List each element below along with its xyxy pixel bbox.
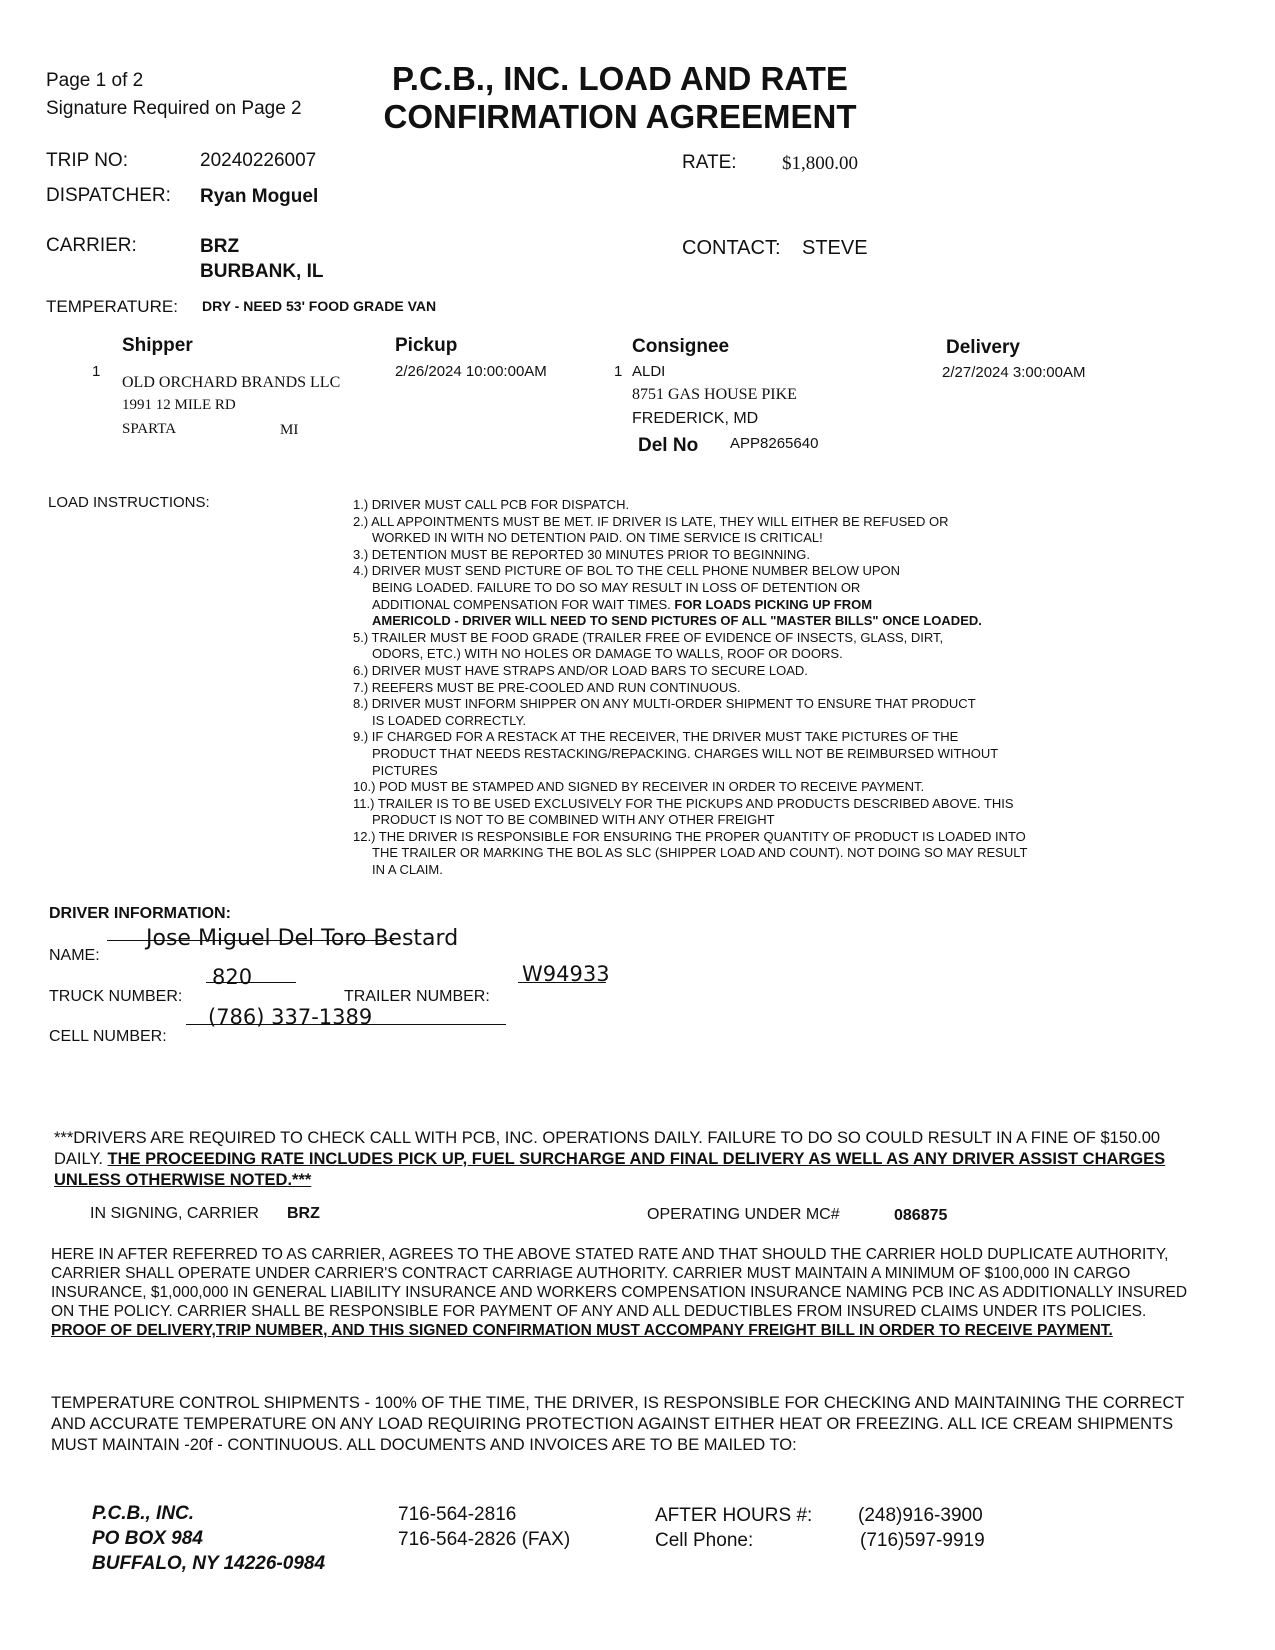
driver-info-label: DRIVER INFORMATION: bbox=[49, 905, 231, 922]
mc-label: OPERATING UNDER MC# bbox=[647, 1206, 840, 1223]
proof-of-delivery-text: PROOF OF DELIVERY,TRIP NUMBER, AND THIS SIGNED CONFIRMATION MUST ACCOMPANY FREIGHT BILL IN ORDER TO RECEIVE PAYMENT. bbox=[51, 1322, 1113, 1339]
instruction-line bbox=[353, 663, 1113, 680]
footer-company: P.C.B., INC. bbox=[92, 1503, 195, 1524]
del-no-label: Del No bbox=[638, 435, 699, 456]
instruction-text: ADDITIONAL COMPENSATION FOR WAIT TIMES. bbox=[372, 596, 671, 612]
instruction-line bbox=[353, 646, 1113, 663]
document-title bbox=[370, 60, 870, 136]
cell-phone-value: (716)597-9919 bbox=[860, 1530, 985, 1551]
instruction-line bbox=[353, 563, 1113, 580]
shipper-name: OLD ORCHARD BRANDS LLC bbox=[122, 374, 341, 391]
consignee-index: 1 bbox=[614, 363, 623, 380]
trailer-number-label: TRAILER NUMBER: bbox=[344, 988, 490, 1005]
instruction-text: PRODUCT IS NOT TO BE COMBINED WITH ANY OTHER FREIGHT bbox=[372, 812, 775, 828]
rate-value: $1,800.00 bbox=[782, 153, 858, 174]
signing-label: IN SIGNING, CARRIER bbox=[90, 1205, 259, 1222]
instruction-line bbox=[353, 580, 1113, 597]
contact-label: CONTACT: bbox=[682, 237, 781, 259]
instruction-line bbox=[353, 763, 1113, 780]
instruction-line bbox=[353, 845, 1113, 862]
signature-note: Signature Required on Page 2 bbox=[46, 98, 302, 119]
delivery-header: Delivery bbox=[946, 337, 1020, 358]
shipper-header: Shipper bbox=[122, 335, 193, 356]
carrier-city: BURBANK, IL bbox=[200, 261, 324, 282]
instruction-text: IN A CLAIM. bbox=[372, 862, 443, 878]
instruction-text: 1.) DRIVER MUST CALL PCB FOR DISPATCH. bbox=[353, 497, 630, 512]
instruction-line bbox=[353, 597, 1113, 614]
instruction-text: 12.) THE DRIVER IS RESPONSIBLE FOR ENSURING THE PROPER QUANTITY OF PRODUCT IS LOADED INTO bbox=[353, 828, 1026, 844]
instruction-text: 4.) DRIVER MUST SEND PICTURE OF BOL TO THE CELL PHONE NUMBER BELOW UPON bbox=[353, 563, 901, 579]
agreement-text: HERE IN AFTER REFERRED TO AS CARRIER, AGREES TO THE ABOVE STATED RATE AND THAT SHOULD THE CARRIER HOLD DUPLICATE AUTHORITY, CARRIER SHALL OPERATE UNDER CARRIER'S CONTRACT CARRIAGE AUTHORITY. CARRIER MUST MAINTAIN A MINIMUM OF $100,000 IN CARGO INSURANCE, $1,000,000 IN GENERAL LIABILITY INSURANCE AND WORKERS COMPENSATION INSURANCE NAMING PCB INC AS ADDITIONALLY INSURED ON THE POLICY. CARRIER SHALL BE RESPONSIBLE FOR PAYMENT OF ANY AND ALL DEDUCTIBLES FROM INSURED CLAIMS UNDER ITS POLICIES. bbox=[51, 1246, 1188, 1320]
instruction-text: 6.) DRIVER MUST HAVE STRAPS AND/OR LOAD BARS TO SECURE LOAD. bbox=[353, 662, 808, 678]
instruction-text: ODORS, ETC.) WITH NO HOLES OR DAMAGE TO WALLS, ROOF OR DOORS. bbox=[372, 646, 843, 662]
temperature-value: DRY - NEED 53' FOOD GRADE VAN bbox=[202, 298, 437, 314]
shipper-state: MI bbox=[280, 422, 299, 438]
instruction-line bbox=[353, 530, 1113, 547]
instruction-line bbox=[353, 630, 1113, 647]
load-instructions-label: LOAD INSTRUCTIONS: bbox=[48, 494, 210, 511]
instruction-text: 8.) DRIVER MUST INFORM SHIPPER ON ANY MULTI-ORDER SHIPMENT TO ENSURE THAT PRODUCT bbox=[353, 696, 976, 712]
instruction-line bbox=[353, 746, 1113, 763]
consignee-address: 8751 GAS HOUSE PIKE bbox=[632, 386, 797, 403]
instruction-line bbox=[353, 680, 1113, 697]
after-hours-value: (248)916-3900 bbox=[858, 1505, 983, 1526]
instruction-text: 11.) TRAILER IS TO BE USED EXCLUSIVELY FOR THE PICKUPS AND PRODUCTS DESCRIBED ABOVE. THIS bbox=[353, 795, 1014, 811]
check-call-text: ***DRIVERS ARE REQUIRED TO CHECK CALL WITH PCB, INC. OPERATIONS DAILY. FAILURE TO DO SO COULD RESULT IN A FINE OF $150.00 DAILY. bbox=[54, 1129, 1161, 1168]
instruction-line bbox=[353, 796, 1113, 813]
check-call-notice bbox=[54, 1128, 1194, 1191]
after-hours-label: AFTER HOURS #: bbox=[655, 1505, 813, 1526]
instruction-bold-text: FOR LOADS PICKING UP FROM bbox=[670, 596, 873, 612]
instruction-line bbox=[353, 729, 1113, 746]
shipper-city: SPARTA bbox=[122, 421, 177, 437]
instruction-line bbox=[353, 613, 1113, 630]
driver-name-value[interactable]: Jose Miguel Del Toro Bestard bbox=[146, 926, 459, 951]
carrier-agreement bbox=[51, 1245, 1191, 1340]
mc-number: 086875 bbox=[894, 1207, 948, 1224]
instruction-line bbox=[353, 514, 1113, 531]
consignee-name: ALDI bbox=[632, 363, 666, 380]
carrier-label: CARRIER: bbox=[46, 235, 137, 256]
instruction-text: 3.) DETENTION MUST BE REPORTED 30 MINUTES PRIOR TO BEGINNING. bbox=[353, 546, 810, 562]
instruction-text: PRODUCT THAT NEEDS RESTACKING/REPACKING. CHARGES WILL NOT BE REIMBURSED WITHOUT bbox=[372, 745, 999, 761]
rate-label: RATE: bbox=[682, 152, 737, 173]
title-line-1: P.C.B., INC. LOAD AND RATE bbox=[392, 60, 848, 97]
instruction-line bbox=[353, 497, 1113, 514]
driver-name-label: NAME: bbox=[49, 947, 100, 964]
dispatcher-label: DISPATCHER: bbox=[46, 185, 171, 206]
temperature-label: TEMPERATURE: bbox=[46, 297, 178, 316]
instruction-line bbox=[353, 779, 1113, 796]
trailer-number-value[interactable]: W94933 bbox=[522, 962, 610, 986]
shipper-index: 1 bbox=[92, 363, 101, 380]
instruction-bold-text: AMERICOLD - DRIVER WILL NEED TO SEND PICTURES OF ALL "MASTER BILLS" ONCE LOADED. bbox=[372, 613, 982, 629]
rate-includes-text: THE PROCEEDING RATE INCLUDES PICK UP, FUEL SURCHARGE AND FINAL DELIVERY AS WELL AS ANY DRIVER ASSIST CHARGES UNLESS OTHERWISE NOTED.*** bbox=[54, 1150, 1166, 1189]
instruction-line bbox=[353, 713, 1113, 730]
instruction-text: PICTURES bbox=[372, 762, 438, 778]
dispatcher-value: Ryan Moguel bbox=[200, 186, 319, 207]
temperature-control-text: TEMPERATURE CONTROL SHIPMENTS - 100% OF THE TIME, THE DRIVER, IS RESPONSIBLE FOR CHECKING AND MAINTAINING THE CORRECT AND ACCURATE TEMPERATURE ON ANY LOAD REQUIRING PROTECTION AGAINST EITHER HEAT OR FREEZING. ALL ICE CREAM SHIPMENTS MUST MAINTAIN -20f - CONTINUOUS. ALL DOCUMENTS AND INVOICES ARE TO BE MAILED TO: bbox=[51, 1394, 1185, 1454]
truck-number-label: TRUCK NUMBER: bbox=[49, 988, 183, 1005]
instruction-text: THE TRAILER OR MARKING THE BOL AS SLC (SHIPPER LOAD AND COUNT). NOT DOING SO MAY RESULT bbox=[372, 845, 1028, 861]
cell-number-label: CELL NUMBER: bbox=[49, 1028, 167, 1045]
instruction-line bbox=[353, 696, 1113, 713]
title-line-2: CONFIRMATION AGREEMENT bbox=[383, 98, 857, 135]
carrier-name: BRZ bbox=[200, 236, 240, 257]
shipper-address: 1991 12 MILE RD bbox=[122, 397, 236, 413]
instruction-text: 2.) ALL APPOINTMENTS MUST BE MET. IF DRIVER IS LATE, THEY WILL EITHER BE REFUSED OR bbox=[353, 513, 949, 529]
pickup-datetime: 2/26/2024 10:00:00AM bbox=[395, 363, 547, 380]
instruction-line bbox=[353, 547, 1113, 564]
footer-phone: 716-564-2816 bbox=[398, 1504, 517, 1525]
pickup-header: Pickup bbox=[395, 335, 458, 356]
instruction-line bbox=[353, 829, 1113, 846]
footer-po-box: PO BOX 984 bbox=[92, 1528, 203, 1549]
instruction-text: 9.) IF CHARGED FOR A RESTACK AT THE RECEIVER, THE DRIVER MUST TAKE PICTURES OF THE bbox=[353, 729, 959, 745]
cell-phone-label: Cell Phone: bbox=[655, 1530, 754, 1551]
signing-carrier: BRZ bbox=[287, 1205, 320, 1222]
instruction-text: 10.) POD MUST BE STAMPED AND SIGNED BY RECEIVER IN ORDER TO RECEIVE PAYMENT. bbox=[353, 779, 925, 795]
cell-number-value[interactable]: (786) 337-1389 bbox=[208, 1005, 373, 1029]
delivery-datetime: 2/27/2024 3:00:00AM bbox=[942, 364, 1086, 381]
page-indicator: Page 1 of 2 bbox=[46, 70, 144, 91]
instruction-line bbox=[353, 812, 1113, 829]
instruction-text: IS LOADED CORRECTLY. bbox=[372, 712, 527, 728]
footer-fax: 716-564-2826 (FAX) bbox=[398, 1529, 571, 1550]
instruction-text: 5.) TRAILER MUST BE FOOD GRADE (TRAILER FREE OF EVIDENCE OF INSECTS, GLASS, DIRT, bbox=[353, 629, 944, 645]
instruction-text: BEING LOADED. FAILURE TO DO SO MAY RESULT IN LOSS OF DETENTION OR bbox=[372, 579, 861, 595]
footer-city: BUFFALO, NY 14226-0984 bbox=[92, 1553, 326, 1574]
instruction-text: WORKED IN WITH NO DETENTION PAID. ON TIME SERVICE IS CRITICAL! bbox=[372, 530, 823, 546]
truck-number-value[interactable]: 820 bbox=[212, 965, 253, 989]
trip-no-label: TRIP NO: bbox=[46, 150, 128, 171]
trip-no-value: 20240226007 bbox=[200, 150, 317, 171]
instruction-text: 7.) REEFERS MUST BE PRE-COOLED AND RUN CONTINUOUS. bbox=[353, 679, 741, 695]
load-instructions-list bbox=[353, 497, 1113, 879]
consignee-city: FREDERICK, MD bbox=[632, 410, 759, 427]
del-no-value: APP8265640 bbox=[730, 435, 819, 452]
consignee-header: Consignee bbox=[632, 336, 730, 357]
contact-value: STEVE bbox=[802, 237, 868, 259]
instruction-line bbox=[353, 862, 1113, 879]
